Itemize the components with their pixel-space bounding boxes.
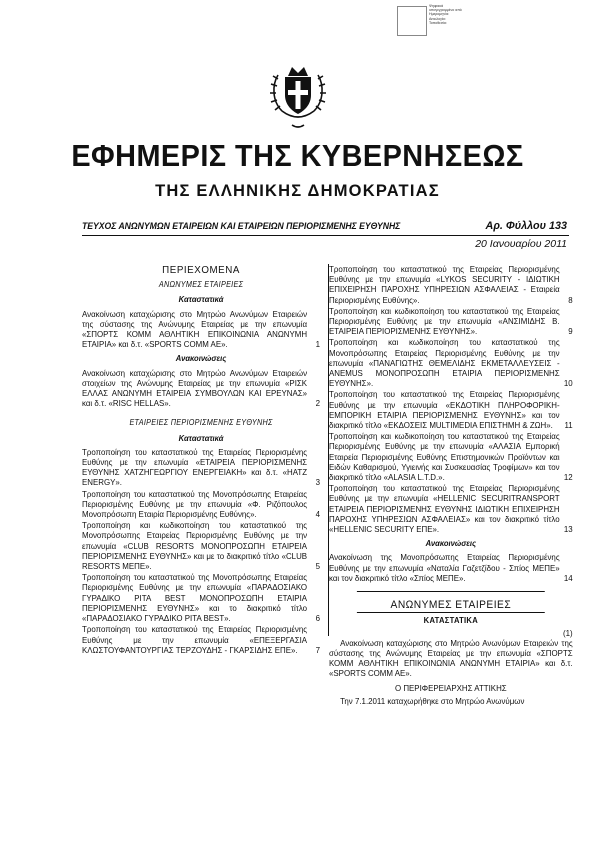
toc-entry-text: Τροποποίηση του καταστατικού της Εταιρείας Περιορισμένης Ευθύνης με την επωνυμία «HELLENIC SECURITRANSPORT ΕΤΑΙΡΕΙΑ ΠΕΡΙΟΡΙΣΜΕΝΗΣ ΕΥΘΥΝΗΣ ΙΔΙΩΤΙΚΗ ΕΠΙΧΕΙΡΗΣΗ ΠΑΡΟΧΗΣ ΥΠΗΡΕΣΙΩΝ ΑΣΦΑΛΕΙΑΣ» και τον διακριτικό τίτλο «HELLENIC SECURITY ΕΠΕ». bbox=[329, 483, 560, 535]
toc-entry-page: 1 bbox=[315, 339, 321, 350]
toc-entry-text: Ανακοίνωση της Μονοπρόσωπης Εταιρείας Περιορισμένης Ευθύνης με την επωνυμία «Ναταλία Γαζετζίδου - Σπίος ΜΕΠΕ» και τον διακριτικό τίτλο «Σπίος ΜΕΠΕ». bbox=[329, 552, 560, 583]
toc-entry-text: Τροποποίηση του καταστατικού της Εταιρείας Περιορισμένης Ευθύνης με την επωνυμία «LYKOS SECURITY - ΙΔΙΩΤΙΚΗ ΕΠΙΧΕΙΡΗΣΗ ΠΑΡΟΧΗΣ ΥΠΗΡΕΣΙΩΝ ΑΣΦΑΛΕΙΑΣ - Εταιρεία Περιορισμένης Ευθύνης». bbox=[329, 264, 560, 305]
toc-entry-text: Ανακοίνωση καταχώρισης στο Μητρώο Ανωνύμων Εταιρειών της σύστασης της Ανώνυμης Εταιρείας με την επωνυμία «ΣΠΟΡΤΣ ΚΟΜΜ ΑΘΛΗΤΙΚΗ ΕΠΙΚΟΙΝΩΝΙΑ ΑΝΩΝΥΜΗ ΕΤΑΙΡΙΑ» και δ.τ. «SPORTS COMM AE». bbox=[82, 308, 308, 350]
toc-entry[interactable] bbox=[329, 552, 573, 583]
section-rule bbox=[357, 612, 545, 613]
toc-entry[interactable] bbox=[82, 368, 320, 409]
toc-entry-page: 4 bbox=[315, 509, 321, 520]
stamp-line: Τοποθεσία: bbox=[429, 20, 447, 25]
toc-sub-anakoinoseis: Ανακοινώσεις bbox=[175, 354, 227, 364]
stamp-line: Αιτιολογία: bbox=[429, 16, 446, 21]
toc-entry-text: Ανακοίνωση καταχώρισης στο Μητρώο Ανωνύμων Εταιρειών στοιχείων της Ανώνυμης Εταιρείας με την επωνυμία «ΡΙΣΚ ΕΛΛΑΣ ΑΝΩΝΥΜΗ ΕΤΑΙΡΕΙΑ ΣΥΜΒΟΥΛΩΝ ΚΑΙ ΕΡΕΥΝΑΣ» και δ.τ. «RISC HELLAS». bbox=[82, 367, 308, 409]
toc-entry-page: 7 bbox=[315, 644, 321, 655]
toc-section-epe: ΕΤΑΙΡΕΙΕΣ ΠΕΡΙΟΡΙΣΜΕΝΗΣ ΕΥΘΥΝΗΣ bbox=[129, 418, 273, 428]
toc-entry[interactable] bbox=[82, 572, 320, 623]
toc-entry-page: 6 bbox=[315, 613, 321, 624]
stamp-line: Ημερομηνία: bbox=[429, 12, 450, 17]
toc-entry[interactable] bbox=[82, 624, 320, 655]
stamp-line: Ψηφιακά υπογεγραμμένο από bbox=[429, 4, 462, 13]
section-rule bbox=[357, 591, 545, 592]
toc-entry-page: 14 bbox=[563, 572, 573, 583]
toc-entry-text: Τροποποίηση και κωδικοποίηση του καταστατικού της Μονοπρόσωπης Εταιρείας Περιορισμένης Ευθύνης με την επωνυμία «CLUB RESORTS ΜΟΝΟΠΡΟΣΩΠΗ ΕΤΑΙΡΕΙΑ ΠΕΡΙΟΡΙΣΜΕΝΗΣ ΕΥΘΥΝΗΣ» και με το διακριτικό τίτλο «CLUB RESORTS ΜΕΠΕ». bbox=[82, 520, 308, 572]
body-section-title: ΑΝΩΝΥΜΕΣ ΕΤΑΙΡΕΙΕΣ bbox=[390, 599, 512, 612]
toc-entry-page: 8 bbox=[568, 294, 573, 305]
toc-entry[interactable] bbox=[329, 483, 573, 534]
signature-stamp bbox=[397, 4, 467, 36]
toc-entry-page: 11 bbox=[564, 420, 573, 431]
sheet-number: Αρ. Φύλλου 133 bbox=[485, 220, 567, 232]
toc-left-column bbox=[82, 265, 320, 656]
toc-entry-text: Τροποποίηση του καταστατικού της Εταιρείας Περιορισμένης Ευθύνης με την επωνυμία «ΕΚΔΟΤΙΚΗ ΠΛΗΡΟΦΟΡΙΚΗ-ΕΜΠΟΡΙΚΗ ΕΤΑΙΡΙΑ ΠΕΡΙΟΡΙΣΜΕΝΗΣ ΕΥΘΥΝΗΣ» και τον διακριτικό τίτλο «ΕΚΔΟΣΕΙΣ MULTIMEDIA ΕΠΙΣΤΗΜΗ & ΖΩΗ». bbox=[329, 389, 560, 431]
toc-entry-text: Τροποποίηση και κωδικοποίηση του καταστατικού της Μονοπρόσωπης Εταιρείας Περιορισμένης Ευθύνης με την επωνυμία «ΠΑΝΑΓΙΩΤΗΣ ΘΕΜΕΛΙΔΗΣ ΕΚΜΕΤΑΛΛΕΥΣΕΙΣ - ANEMUS ΜΟΝΟΠΡΟΣΩΠΗ ΕΤΑΙΡΙΑ ΠΕΡΙΟΡΙΣΜΕΝΗΣ ΕΥΘΥΝΗΣ». bbox=[329, 337, 560, 389]
signature-stamp-icon bbox=[397, 6, 427, 36]
toc-entry[interactable] bbox=[329, 306, 573, 337]
header-rule bbox=[82, 235, 569, 236]
toc-entry-text: Τροποποίηση του καταστατικού της Εταιρείας Περιορισμένης Ευθύνης με την επωνυμία «ΕΠΕΞΕΡΓΑΣΙΑ ΚΛΩΣΤΟΥΦΑΝΤΟΥΡΓΙΑΣ ΤΕΡΖΟΥΔΗΣ - ΓΚΑΡΣΙΔΗΣ ΕΠΕ». bbox=[82, 624, 308, 655]
toc-entry-page: 5 bbox=[315, 561, 321, 572]
toc-entry[interactable] bbox=[82, 309, 320, 350]
body-paragraph: Την 7.1.2011 καταχωρήθηκε στο Μητρώο Ανωνύμων bbox=[340, 695, 525, 706]
toc-entry-text: Τροποποίηση του καταστατικού της Μονοπρόσωπης Εταιρείας Περιορισμένης Ευθύνης με την επωνυμία «ΠΑΡΑΔΟΣΙΑΚΟ ΓΥΡΑΔΙΚΟ PITA BEST ΜΟΝΟΠΡΟΣΩΠΗ ΕΤΑΙΡΙΑ ΠΕΡΙΟΡΙΣΜΕΝΗΣ ΕΥΘΥΝΗΣ» και το διακριτικό τίτλο «ΠΑΡΑΔΟΣΙΑΚΟ ΓΥΡΑΔΙΚΟ PITA BEST». bbox=[82, 572, 308, 624]
gazette-subtitle: ΤΗΣ ΕΛΛΗΝΙΚΗΣ ΔΗΜΟΚΡΑΤΙΑΣ bbox=[155, 182, 440, 200]
toc-entry-page: 9 bbox=[568, 326, 573, 337]
toc-entry-page: 13 bbox=[563, 524, 573, 535]
toc-entry[interactable] bbox=[329, 337, 573, 388]
toc-entry[interactable] bbox=[329, 389, 573, 430]
toc-entry[interactable] bbox=[329, 431, 573, 482]
toc-section-ae: ΑΝΩΝΥΜΕΣ ΕΤΑΙΡΕΙΕΣ bbox=[158, 280, 244, 290]
toc-sub-katastatika: Καταστατικά bbox=[178, 295, 224, 305]
toc-entry-text: Τροποποίηση του καταστατικού της Εταιρείας Περιορισμένης Ευθύνης με την επωνυμία «ΕΤΑΙΡΕΙΑ ΠΕΡΙΟΡΙΣΜΕΝΗΣ ΕΥΘΥΝΗΣ ΧΑΤΖΗΓΕΩΡΓΙΟΥ ΕΝΕΡΓΕΙΑΚΗ» και δ.τ. «HATZ ENERGY». bbox=[82, 446, 308, 488]
toc-sub-katastatika-epe: Καταστατικά bbox=[178, 433, 224, 443]
gazette-title: ΕΦΗΜΕΡΙΣ ΤΗΣ ΚΥΒΕΡΝΗΣΕΩΣ bbox=[71, 138, 524, 173]
toc-entry-text: Τροποποίηση και κωδικοποίηση του καταστατικού της Εταιρείας Περιορισμένης Ευθύνης με την επωνυμία «ΑΝΣΙΜΙΔΗΣ Β. ΕΤΑΙΡΕΙΑ ΠΕΡΙΟΡΙΣΜΕΝΗΣ ΕΥΘΥΝΗΣ». bbox=[329, 305, 560, 337]
toc-entry[interactable] bbox=[82, 520, 320, 571]
body-paragraph: Ανακοίνωση καταχώρισης στο Μητρώο Ανωνύμων Εταιρειών της σύστασης της Ανώνυμης Εταιρείας με την επωνυμία «ΣΠΟΡΤΣ ΚΟΜΜ ΑΘΛΗΤΙΚΗ ΕΠΙΚΟΙΝΩΝΙΑ ΑΝΩΝΥΜΗ ΕΤΑΙΡΙΑ» και δ.τ. «SPORTS COMM AE». bbox=[329, 637, 573, 679]
item-number: (1) bbox=[562, 627, 573, 638]
toc-entry-text: Τροποποίηση του καταστατικού της Μονοπρόσωπης Εταιρείας Περιορισμένης Ευθύνης με την επωνυμία «Φ. Ριζόπουλος Μονοπρόσωπη Εταιρία Περιορισμένης Ευθύνης». bbox=[82, 488, 308, 520]
toc-right-column bbox=[329, 264, 573, 706]
toc-entry-page: 3 bbox=[315, 477, 321, 488]
toc-entry-page: 12 bbox=[563, 472, 573, 483]
toc-entry[interactable] bbox=[82, 489, 320, 520]
prefecture-heading: Ο ΠΕΡΙΦΕΡΕΙΑΡΧΗΣ ΑΤΤΙΚΗΣ bbox=[394, 682, 507, 693]
toc-entry[interactable] bbox=[82, 447, 320, 488]
toc-sub-anakoinoseis-epe: Ανακοινώσεις bbox=[425, 539, 477, 549]
issue-label: ΤΕΥΧΟΣ ΑΝΩΝΥΜΩΝ ΕΤΑΙΡΕΙΩΝ ΚΑΙ ΕΤΑΙΡΕΙΩΝ ΠΕΡΙΟΡΙΣΜΕΝΗΣ ΕΥΘΥΝΗΣ bbox=[82, 221, 401, 232]
coat-of-arms-icon bbox=[268, 59, 328, 131]
toc-entry-page: 2 bbox=[315, 398, 321, 409]
issue-date: 20 Ιανουαρίου 2011 bbox=[475, 238, 567, 250]
toc-heading: ΠΕΡΙΕΧΟΜΕΝΑ bbox=[162, 264, 240, 276]
body-katastatika: ΚΑΤΑΣΤΑΤΙΚΑ bbox=[423, 616, 478, 626]
toc-entry-text: Τροποποίηση και κωδικοποίηση του καταστατικού της Εταιρείας Περιορισμένης Ευθύνης με την επωνυμία «ΑΛΑΣΙΑ Εμπορική Εταιρεία Περιορισμένης Ευθύνης Επιστημονικών Προϊόντων και Ειδών Καθαρισμού, Υγιεινής και Συσκευασίας Τροφίμων» και τον διακριτικό τίτλο «ALASIA L.T.D.». bbox=[329, 431, 560, 483]
toc-entry-page: 10 bbox=[563, 378, 573, 389]
toc-entry[interactable] bbox=[329, 264, 573, 305]
